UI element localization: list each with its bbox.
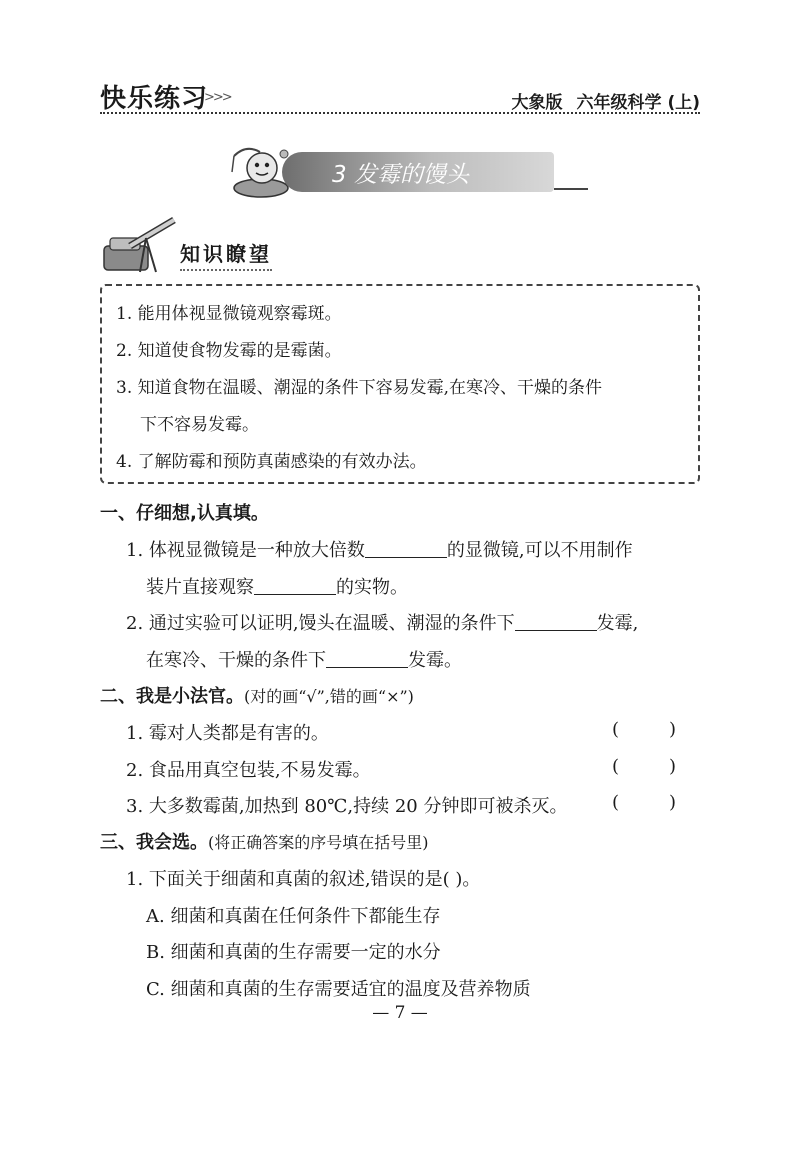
chevrons-icon: >>>	[204, 90, 231, 105]
fill-question-2-line2: 在寒冷、干燥的条件下 发霉。	[146, 650, 462, 671]
answer-paren[interactable]: ()	[612, 756, 727, 777]
publisher-label: 大象版	[511, 93, 563, 113]
judge-item-2: 2. 食品用真空包装,不易发霉。	[126, 760, 371, 781]
fill-question-1-line1: 1. 体视显微镜是一种放大倍数 的显微镜,可以不用制作	[126, 540, 633, 561]
header-series-title: 快乐练习	[100, 84, 209, 114]
answer-paren[interactable]: ()	[612, 719, 727, 740]
header-book-info	[512, 88, 700, 113]
knowledge-point: 2. 知道使食物发霉的是霉菌。	[116, 341, 342, 361]
choice-question-1: 1. 下面关于细菌和真菌的叙述,错误的是( )。	[126, 869, 481, 890]
page-number: — 7 —	[372, 1003, 428, 1023]
knowledge-section-label: 知识瞭望	[180, 238, 272, 271]
fill-blank[interactable]	[326, 649, 408, 668]
choice-option-c: C. 细菌和真菌的生存需要适宜的温度及营养物质	[146, 979, 531, 1000]
title-underline	[554, 188, 588, 190]
knowledge-point-continued: 下不容易发霉。	[140, 415, 259, 435]
fill-blank[interactable]	[254, 576, 336, 595]
grade-subject-label: 六年级科学 (上)	[576, 93, 700, 113]
section3-title: 三、我会选。(将正确答案的序号填在括号里)	[100, 832, 429, 853]
choice-option-a: A. 细菌和真菌在任何条件下都能生存	[146, 906, 441, 927]
lesson-title-banner	[282, 152, 554, 192]
fill-blank[interactable]	[365, 539, 447, 558]
section2-title: 二、我是小法官。(对的画“√”,错的画“×”)	[100, 686, 414, 707]
fill-blank[interactable]	[515, 612, 597, 631]
telescope-icon	[100, 212, 180, 276]
fill-question-1-line2: 装片直接观察 的实物。	[146, 577, 408, 598]
section1-title: 一、仔细想,认真填。	[100, 503, 269, 524]
knowledge-points-box	[100, 284, 700, 484]
answer-paren[interactable]: ()	[612, 792, 727, 813]
judge-item-3: 3. 大多数霉菌,加热到 80℃,持续 20 分钟即可被杀灭。	[126, 796, 568, 817]
knowledge-point: 3. 知道食物在温暖、潮湿的条件下容易发霉,在寒冷、干燥的条件	[116, 378, 603, 398]
lesson-title: 3 发霉的馒头	[332, 161, 469, 188]
header-divider	[100, 112, 700, 114]
fill-question-2-line1: 2. 通过实验可以证明,馒头在温暖、潮湿的条件下 发霉,	[126, 613, 639, 634]
judge-item-1: 1. 霉对人类都是有害的。	[126, 723, 329, 744]
knowledge-point: 1. 能用体视显微镜观察霉斑。	[116, 304, 342, 324]
choice-option-b: B. 细菌和真菌的生存需要一定的水分	[146, 942, 441, 963]
knowledge-point: 4. 了解防霉和预防真菌感染的有效办法。	[116, 452, 427, 472]
